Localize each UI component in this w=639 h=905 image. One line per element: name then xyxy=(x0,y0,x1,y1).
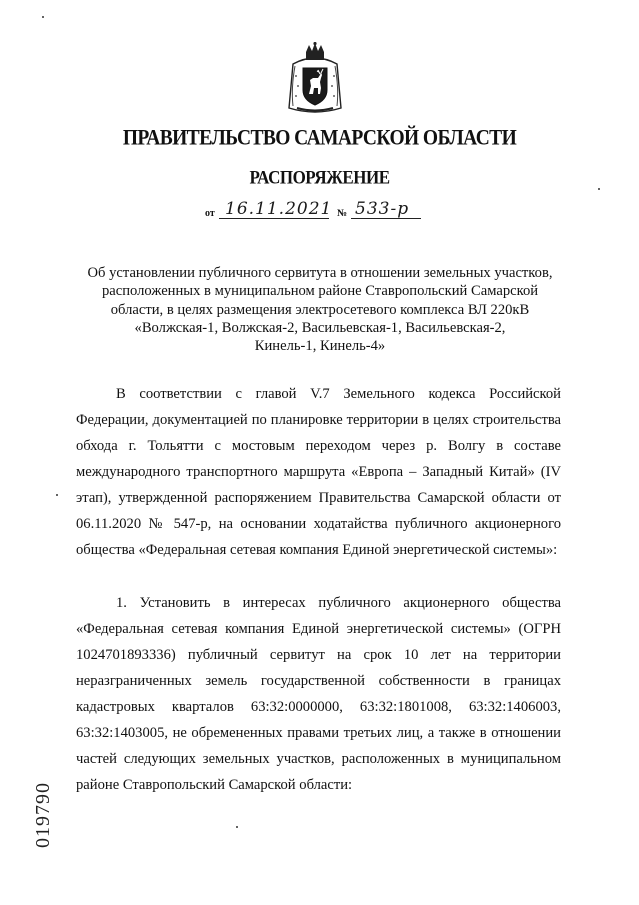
subject-line: области, в целях размещения электросетевого комплекса ВЛ 220кВ xyxy=(110,301,530,318)
scan-speck xyxy=(56,494,58,496)
subject-line: Кинель-1, Кинель-4» xyxy=(254,338,386,355)
number-handwritten: 533-р xyxy=(355,199,410,219)
document-subject xyxy=(70,264,570,355)
scan-speck xyxy=(42,16,44,18)
body-paragraph-preamble: В соответствии с главой V.7 Земельного кодекса Российской Федерации, документацией по планировке территории в целях строительства обхода г. Тольятти с мостовым переходом через р. Волгу в составе международного транспортного маршрута «Европа – Западный Китай» (IV этап), утвержденной распоряжением Правительства Самарской области от 06.11.2020 № 547-р, на основании ходатайства публичного акционерного общества «Федеральная сетевая компания Единой энергетической системы»: xyxy=(76,386,561,558)
number-prefix: № xyxy=(337,208,348,219)
subject-line: расположенных в муниципальном районе Ставропольский Самарской xyxy=(101,283,539,300)
registration-stamp-number: 019790 xyxy=(32,782,54,848)
subject-line: Об установлении публичного сервитута в отношении земельных участков, xyxy=(87,265,553,281)
date-handwritten: 16.11.2021 xyxy=(225,199,333,219)
scan-speck xyxy=(236,826,238,828)
coat-of-arms-icon xyxy=(287,42,343,116)
scan-speck xyxy=(598,188,600,190)
date-prefix: от xyxy=(205,208,215,219)
subject-line: «Волжская-1, Волжская-2, Васильевская-1, Васильевская-2, xyxy=(134,319,506,336)
body-paragraph-item-1: 1. Установить в интересах публичного акционерного общества «Федеральная сетевая компания Единой энергетической системы» (ОГРН 1024701893336) публичный сервитут на срок 10 лет на территории неразграниченных земель государственной собственности в границах кадастровых кварталов 63:32:0000000, 63:32:1801008, 63:32:1406003, 63:32:1403005, не обремененных правами третьих лиц, а также в отношении частей следующих земельных участков, расположенных в муниципальном районе Ставропольский Самарской области: xyxy=(76,595,561,793)
organization-title: ПРАВИТЕЛЬСТВО САМАРСКОЙ ОБЛАСТИ xyxy=(122,126,517,151)
date-number-line xyxy=(205,198,445,224)
document-type: РАСПОРЯЖЕНИЕ xyxy=(249,167,390,188)
